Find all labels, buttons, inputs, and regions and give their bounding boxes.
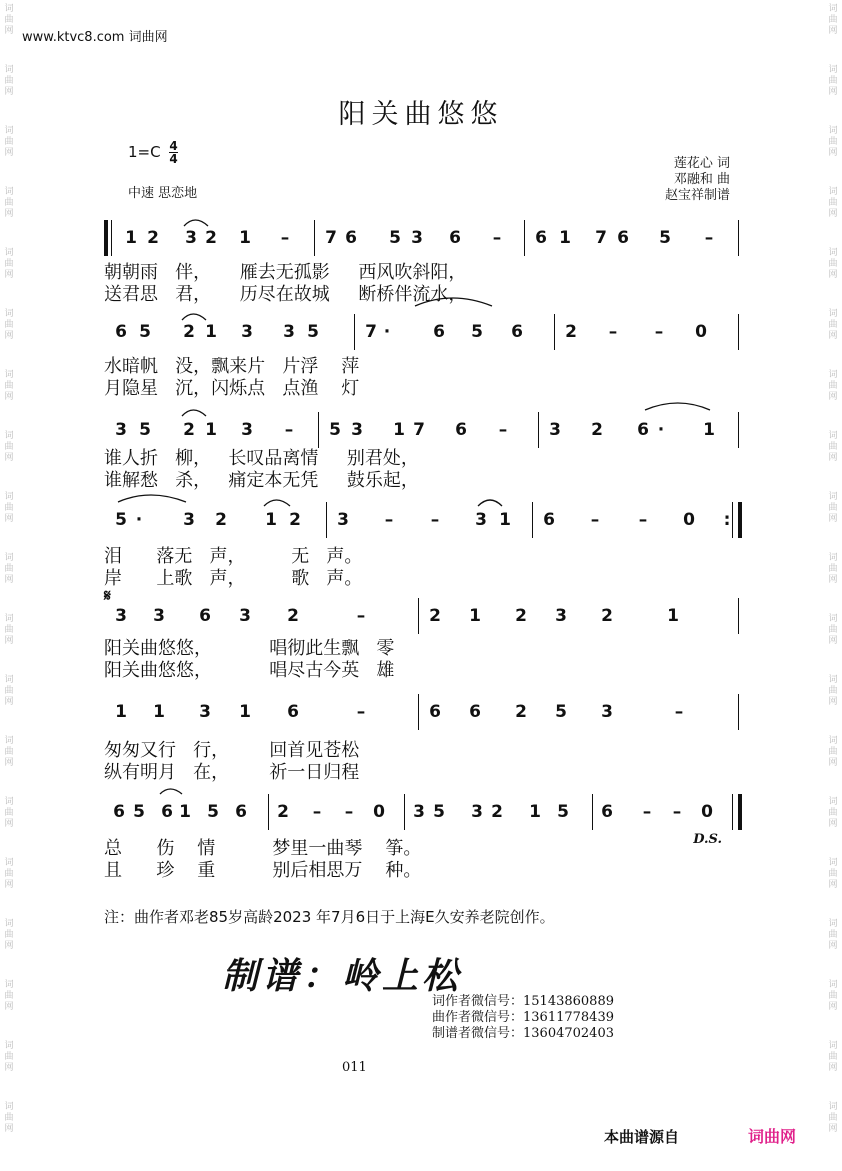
music-line-1: 1 2 3 2 1 – 7 6 5 3 6 – 6 1 7 6 5 – bbox=[104, 220, 744, 260]
side-watermark-text: 词曲网 bbox=[828, 248, 838, 280]
lyrics-line-3b: 谁解愁 杀， 痛定本无凭 鼓乐起， bbox=[104, 470, 419, 491]
contact-composer: 曲作者微信号：13611778439 bbox=[432, 1010, 614, 1025]
side-watermark-text: 词曲网 bbox=[4, 919, 14, 951]
lyrics-line-6b: 纵有明月 在， 祈一日归程 bbox=[104, 762, 360, 783]
side-watermark-text: 词曲网 bbox=[4, 4, 14, 36]
lyrics-line-1a: 朝朝雨 伴， 雁去无孤影 西风吹斜阳， bbox=[104, 262, 467, 283]
tempo-marking: 中速 思恋地 bbox=[128, 186, 198, 201]
page-number: 011 bbox=[342, 1060, 367, 1075]
side-watermark-text: 词曲网 bbox=[4, 858, 14, 890]
lyrics-line-6a: 匆匆又行 行， 回首见苍松 bbox=[104, 740, 360, 761]
side-watermark-text: 词曲网 bbox=[4, 614, 14, 646]
side-watermark-text: 词曲网 bbox=[828, 858, 838, 890]
lyrics-line-2a: 水暗帆 没，飘来片 片浮 萍 bbox=[104, 356, 360, 377]
side-watermark-text: 词曲网 bbox=[4, 370, 14, 402]
side-watermark-text: 词曲网 bbox=[828, 736, 838, 768]
side-watermark-text: 词曲网 bbox=[828, 431, 838, 463]
side-watermark-text: 词曲网 bbox=[828, 614, 838, 646]
lyrics-line-4a: 泪 落无 声， 无 声。 bbox=[104, 546, 363, 567]
side-watermark-text: 词曲网 bbox=[828, 553, 838, 585]
lyrics-line-7a: 总 伤 情 梦里一曲琴 筝。 bbox=[104, 838, 422, 859]
lyrics-line-5a: 阳关曲悠悠， 唱彻此生飘 零 bbox=[104, 638, 395, 659]
side-watermark-text: 词曲网 bbox=[828, 919, 838, 951]
side-watermark-text: 词曲网 bbox=[4, 1102, 14, 1134]
time-sig-bottom: 4 bbox=[169, 152, 178, 166]
side-watermark-text: 词曲网 bbox=[4, 431, 14, 463]
credit-composer: 邓融和 曲 bbox=[673, 172, 730, 187]
side-watermark-text: 词曲网 bbox=[828, 980, 838, 1012]
side-watermark-text: 词曲网 bbox=[4, 553, 14, 585]
side-watermark-text: 词曲网 bbox=[4, 675, 14, 707]
lyrics-line-4b: 岸 上歌 声， 歌 声。 bbox=[104, 568, 363, 589]
time-sig-top: 4 bbox=[169, 139, 178, 153]
side-watermark-text: 词曲网 bbox=[4, 736, 14, 768]
lyrics-line-1b: 送君思 君， 历尽在故城 断桥伴流水， bbox=[104, 284, 467, 305]
key-label: 1=C bbox=[128, 143, 161, 161]
arranger-signature: 制谱：岭上松 bbox=[222, 955, 463, 997]
ds-mark: D.S. bbox=[693, 832, 722, 847]
credit-arranger: 赵宝祥制谱 bbox=[664, 188, 730, 203]
side-watermark-text: 词曲网 bbox=[828, 492, 838, 524]
music-line-4: 5 · 3 2 1 2 3 – – 3 1 6 – – 0 : bbox=[104, 502, 744, 542]
side-watermark-text: 词曲网 bbox=[828, 126, 838, 158]
lyrics-line-5b: 阳关曲悠悠， 唱尽古今英 雄 bbox=[104, 660, 395, 681]
side-watermark-text: 词曲网 bbox=[4, 187, 14, 219]
side-watermark-text: 词曲网 bbox=[4, 797, 14, 829]
side-watermark-text: 词曲网 bbox=[828, 4, 838, 36]
site-header[interactable]: www.ktvc8.com 词曲网 bbox=[22, 30, 168, 45]
lyrics-line-3a: 谁人折 柳， 长叹品离情 别君处， bbox=[104, 448, 419, 469]
side-watermark-text: 词曲网 bbox=[828, 675, 838, 707]
side-watermark-text: 词曲网 bbox=[4, 65, 14, 97]
source-label: 本曲谱源自 bbox=[604, 1128, 680, 1146]
side-watermark-text: 词曲网 bbox=[4, 309, 14, 341]
side-watermark-text: 词曲网 bbox=[828, 370, 838, 402]
contact-arranger: 制谱者微信号：13604702403 bbox=[432, 1026, 614, 1041]
side-watermark-text: 词曲网 bbox=[4, 1041, 14, 1073]
music-line-2: 6 5 2 1 3 3 5 7 · 6 5 6 2 – – 0 bbox=[104, 314, 744, 354]
side-watermark-text: 词曲网 bbox=[4, 492, 14, 524]
lyrics-line-2b: 月隐星 沉，闪烁点 点渔 灯 bbox=[104, 378, 360, 399]
contact-lyricist: 词作者微信号：15143860889 bbox=[432, 994, 614, 1009]
side-watermark-text: 词曲网 bbox=[828, 309, 838, 341]
side-watermark-text: 词曲网 bbox=[4, 126, 14, 158]
credit-lyricist: 莲花心 词 bbox=[673, 156, 730, 171]
side-watermark-text: 词曲网 bbox=[4, 980, 14, 1012]
side-watermark-text: 词曲网 bbox=[828, 797, 838, 829]
music-line-7: 6 5 6 1 5 6 2 – – 0 3 5 3 2 1 5 6 – – 0 bbox=[104, 794, 744, 834]
music-line-6: 1 1 3 1 6 – 6 6 2 5 3 – bbox=[104, 694, 744, 734]
side-watermark-text: 词曲网 bbox=[828, 187, 838, 219]
source-site-link[interactable]: 词曲网 bbox=[748, 1127, 797, 1146]
music-line-5: 3 3 6 3 2 – 2 1 2 3 2 1 bbox=[104, 598, 744, 638]
song-title: 阳关曲悠悠 bbox=[338, 99, 504, 130]
side-watermark-text: 词曲网 bbox=[828, 1102, 838, 1134]
side-watermark-text: 词曲网 bbox=[828, 65, 838, 97]
segno-mark: 𝄋 bbox=[104, 586, 111, 605]
music-line-3: 3 5 2 1 3 – 5 3 1 7 6 – 3 2 6 · 1 bbox=[104, 412, 744, 452]
lyrics-line-7b: 且 珍 重 别后相思万 种。 bbox=[104, 860, 422, 881]
side-watermark-text: 词曲网 bbox=[828, 1041, 838, 1073]
side-watermark-text: 词曲网 bbox=[4, 248, 14, 280]
footnote: 注：曲作者邓老85岁高龄2023 年7月6日于上海E久安养老院创作。 bbox=[104, 908, 555, 926]
